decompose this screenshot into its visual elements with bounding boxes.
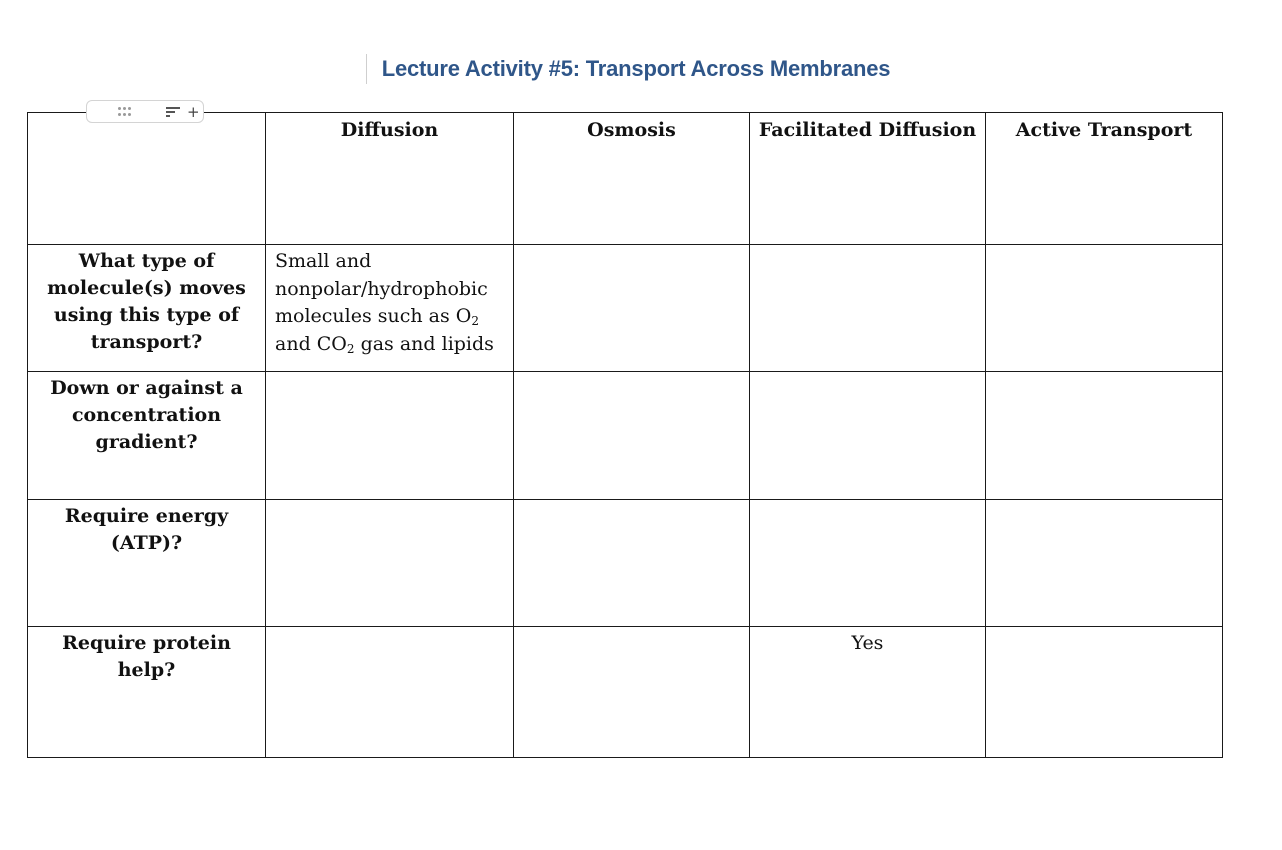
cell-diffusion-energy[interactable] [266, 500, 514, 627]
comparison-table [27, 112, 1223, 758]
plus-icon[interactable]: + [187, 103, 200, 121]
drag-handle-icon[interactable] [118, 107, 134, 117]
row-label-molecule-type[interactable]: What type of molecule(s) moves using this type of transport? [28, 245, 266, 372]
header-facilitated-diffusion[interactable]: Facilitated Diffusion [750, 113, 986, 245]
cell-text-part: and CO [275, 332, 347, 355]
row-label-energy[interactable]: Require energy (ATP)? [28, 500, 266, 627]
cell-text-part: gas and lipids [354, 332, 494, 355]
cell-facilitated-molecule-type[interactable] [750, 245, 986, 372]
header-diffusion[interactable]: Diffusion [266, 113, 514, 245]
cell-text-part: Small and nonpolar/hydrophobic molecules such as O [275, 250, 488, 327]
table-row [28, 627, 1223, 758]
cell-osmosis-energy[interactable] [514, 500, 750, 627]
cell-facilitated-protein[interactable]: Yes [750, 627, 986, 758]
table-row [28, 500, 1223, 627]
subscript: 2 [346, 341, 355, 356]
cell-osmosis-gradient[interactable] [514, 372, 750, 500]
document-title: Lecture Activity #5: Transport Across Membranes [381, 56, 891, 81]
sort-icon[interactable] [166, 107, 180, 117]
cell-osmosis-molecule-type[interactable] [514, 245, 750, 372]
cell-active-molecule-type[interactable] [986, 245, 1223, 372]
header-cell-empty[interactable] [28, 113, 266, 245]
cell-osmosis-protein[interactable] [514, 627, 750, 758]
table-row [28, 245, 1223, 372]
cell-facilitated-energy[interactable] [750, 500, 986, 627]
header-osmosis[interactable]: Osmosis [514, 113, 750, 245]
header-active-transport[interactable]: Active Transport [986, 113, 1223, 245]
table-toolbar[interactable] [86, 100, 204, 123]
table-row [28, 372, 1223, 500]
cell-active-gradient[interactable] [986, 372, 1223, 500]
row-label-protein[interactable]: Require protein help? [28, 627, 266, 758]
row-label-gradient[interactable]: Down or against a concentration gradient? [28, 372, 266, 500]
cell-facilitated-gradient[interactable] [750, 372, 986, 500]
cell-active-protein[interactable] [986, 627, 1223, 758]
subscript: 2 [471, 314, 480, 328]
cell-active-energy[interactable] [986, 500, 1223, 627]
cell-diffusion-protein[interactable] [266, 627, 514, 758]
table-header-row [28, 113, 1223, 245]
cell-diffusion-gradient[interactable] [266, 372, 514, 500]
cell-diffusion-molecule-type[interactable] [266, 245, 514, 372]
